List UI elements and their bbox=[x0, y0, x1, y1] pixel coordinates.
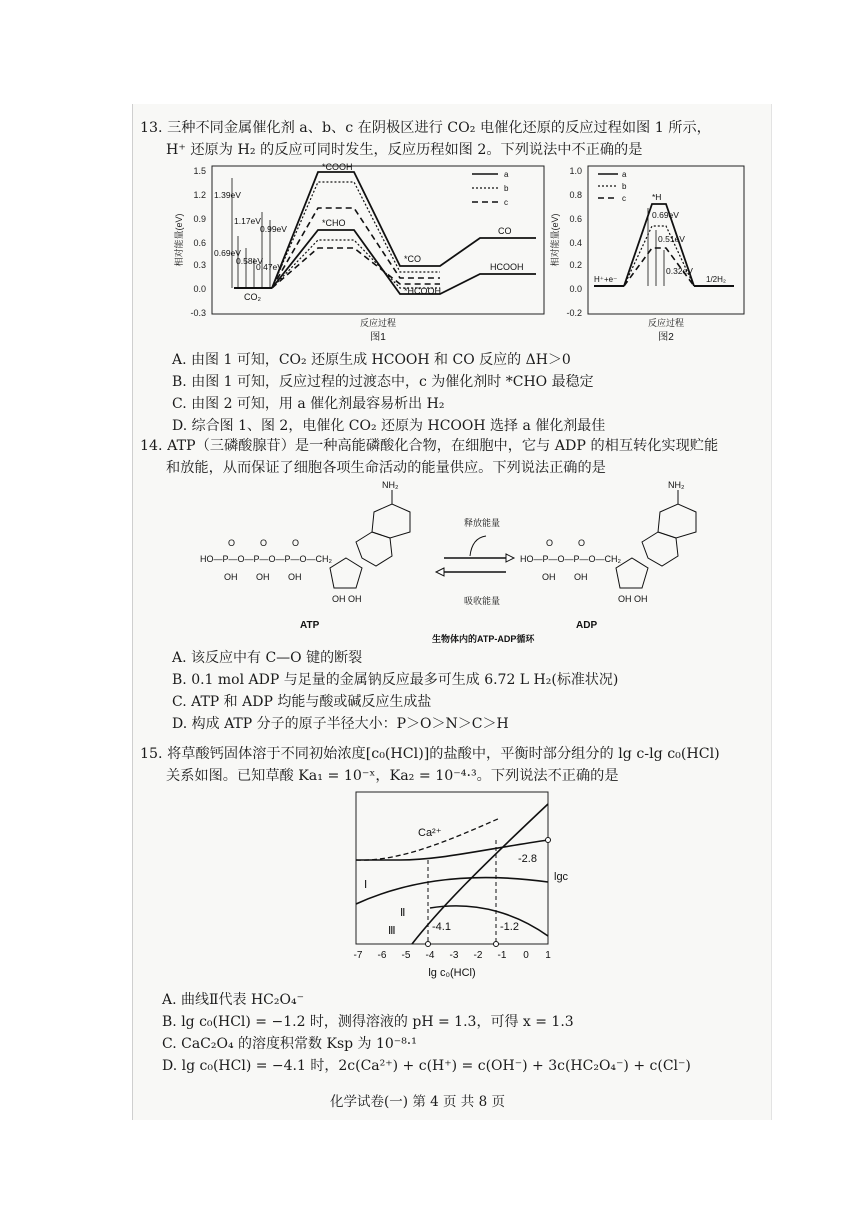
fig1-energy-4: 0.69eV bbox=[214, 248, 241, 258]
svg-text:HO—P—O—P—O—P—O—CH₂: HO—P—O—P—O—P—O—CH₂ bbox=[200, 554, 333, 564]
fig1-ytick: 1.2 bbox=[193, 190, 206, 200]
q15-xtick: -3 bbox=[449, 950, 459, 961]
absorb-energy-label: 吸收能量 bbox=[464, 596, 501, 606]
q13-figure1 bbox=[172, 162, 548, 344]
svg-text:OH: OH bbox=[224, 572, 238, 582]
q15-xlabel: lg c₀(HCl) bbox=[428, 967, 476, 979]
fig1-energy-1: 1.39eV bbox=[214, 190, 241, 200]
fig1-energy-6: 0.47eV bbox=[256, 262, 283, 272]
fig1-caption: 图1 bbox=[370, 332, 386, 343]
fig2-h-label: *H bbox=[652, 192, 662, 202]
svg-text:O: O bbox=[578, 538, 586, 548]
q15-stem-text-1: 将草酸钙固体溶于不同初始浓度[c₀(HCl)]的盐酸中，平衡时部分组分的 lg c-lg c₀(HCl) bbox=[167, 746, 720, 762]
q15-xtick: -6 bbox=[377, 950, 387, 961]
q15-value-label: -2.8 bbox=[518, 853, 537, 865]
q15-ca-label: Ca²⁺ bbox=[418, 827, 442, 839]
fig1-ylabel: 相对能量(eV) bbox=[174, 213, 184, 267]
fig2-legend-b: b bbox=[622, 182, 627, 191]
svg-text:OH OH: OH OH bbox=[332, 594, 362, 604]
q15-curve-III-label: Ⅲ bbox=[388, 925, 396, 937]
q13-option-c: C. 由图 2 可知，用 a 催化剂最容易析出 H₂ bbox=[172, 396, 445, 412]
q15-xtick: -4 bbox=[425, 950, 435, 961]
q13-option-a: A. 由图 1 可知，CO₂ 还原生成 HCOOH 和 CO 反应的 ΔH＞0 bbox=[172, 352, 571, 368]
fig1-legend-a: a bbox=[504, 170, 509, 179]
q15-curve-II-label: Ⅱ bbox=[400, 907, 406, 919]
fig1-hcooh-ads-label: *HCOOH bbox=[404, 286, 442, 296]
svg-text:HO—P—O—P—O—CH₂: HO—P—O—P—O—CH₂ bbox=[520, 554, 621, 564]
svg-text:OH: OH bbox=[256, 572, 270, 582]
fig2-energy-1: 0.69eV bbox=[652, 210, 679, 220]
q15-stem-line1 bbox=[140, 744, 720, 764]
q15-xtick: -5 bbox=[401, 950, 411, 961]
svg-text:O: O bbox=[260, 538, 268, 548]
adp-label: ADP bbox=[576, 620, 598, 631]
svg-text:OH: OH bbox=[542, 572, 556, 582]
q15-number: 15. bbox=[140, 746, 163, 762]
fig2-caption: 图2 bbox=[658, 332, 674, 343]
q13-number: 13. bbox=[140, 120, 163, 136]
release-energy-label: 释放能量 bbox=[464, 518, 501, 528]
fig2-ytick: 0.6 bbox=[569, 214, 582, 224]
svg-text:O: O bbox=[292, 538, 300, 548]
q15-xtick: -1 bbox=[497, 950, 507, 961]
fig1-ytick: -0.3 bbox=[190, 308, 206, 318]
q15-xtick: 0 bbox=[523, 950, 529, 961]
fig2-ytick: 0.2 bbox=[569, 260, 582, 270]
q15-ylabel: lgc bbox=[554, 871, 569, 883]
atp-label: ATP bbox=[300, 620, 320, 631]
fig1-energy-2: 1.17eV bbox=[234, 216, 261, 226]
fig2-end-label: 1/2H₂ bbox=[706, 275, 727, 284]
fig2-energy-3: 0.32eV bbox=[666, 266, 693, 276]
q15-xtick: -2 bbox=[473, 950, 483, 961]
fig1-ytick: 0.9 bbox=[193, 214, 206, 224]
fig1-ytick: 0.3 bbox=[193, 260, 206, 270]
q13-stem-line2: H⁺ 还原为 H₂ 的反应可同时发生，反应历程如图 2。下列说法中不正确的是 bbox=[166, 142, 643, 158]
adp-nh2-label: NH₂ bbox=[668, 480, 685, 490]
svg-text:O: O bbox=[546, 538, 554, 548]
fig1-co-ads-label: *CO bbox=[404, 254, 422, 264]
q14-atp-adp-figure bbox=[196, 478, 736, 646]
fig1-energy-5: 0.58eV bbox=[236, 256, 263, 266]
q13-option-d: D. 综合图 1、图 2，电催化 CO₂ 还原为 HCOOH 选择 a 催化剂最佳 bbox=[172, 418, 606, 434]
fig2-ytick: 0.4 bbox=[569, 238, 582, 248]
fig2-legend-a: a bbox=[622, 170, 627, 179]
q15-value-label: -4.1 bbox=[432, 921, 451, 933]
q15-option-d: D. lg c₀(HCl) = −4.1 时，2c(Ca²⁺) + c(H⁺) = c(OH⁻) + 3c(HC₂O₄⁻) + c(Cl⁻) bbox=[162, 1058, 691, 1074]
q14-stem-line1 bbox=[140, 436, 718, 456]
q15-curve-I-label: Ⅰ bbox=[364, 879, 368, 891]
fig1-energy-3: 0.99eV bbox=[260, 224, 287, 234]
q14-figure-caption: 生物体内的ATP-ADP循环 bbox=[432, 634, 535, 644]
q15-xtick: -7 bbox=[353, 950, 363, 961]
fig1-cho-label: *CHO bbox=[322, 218, 346, 228]
fig1-legend-b: b bbox=[504, 184, 509, 193]
q14-option-c: C. ATP 和 ADP 均能与酸或碱反应生成盐 bbox=[172, 694, 432, 710]
fig2-ytick: 0.0 bbox=[569, 284, 582, 294]
q15-value-label: -1.2 bbox=[500, 921, 519, 933]
q15-option-c: C. CaC₂O₄ 的溶度积常数 Ksp 为 10⁻⁸·¹ bbox=[162, 1036, 417, 1052]
q13-stem-text-1: 三种不同金属催化剂 a、b、c 在阴极区进行 CO₂ 电催化还原的反应过程如图 1 所示， bbox=[167, 120, 711, 136]
fig1-co-label: CO bbox=[498, 226, 512, 236]
q15-stem-line2: 关系如图。已知草酸 Ka₁ = 10⁻ˣ，Ka₂ = 10⁻⁴·³。下列说法不正确的是 bbox=[166, 768, 619, 784]
q14-stem-text-1: ATP（三磷酸腺苷）是一种高能磷酸化合物，在细胞中，它与 ADP 的相互转化实现贮能 bbox=[167, 438, 719, 454]
svg-text:OH OH: OH OH bbox=[618, 594, 648, 604]
fig2-ylabel: 相对能量(eV) bbox=[550, 213, 560, 267]
fig2-legend-c: c bbox=[622, 194, 626, 203]
fig2-ytick: 0.8 bbox=[569, 190, 582, 200]
fig1-legend-c: c bbox=[504, 198, 508, 207]
q14-option-d: D. 构成 ATP 分子的原子半径大小：P＞O＞N＞C＞H bbox=[172, 716, 509, 732]
fig1-ytick: 0.6 bbox=[193, 238, 206, 248]
fig1-ytick: 1.5 bbox=[193, 166, 206, 176]
fig2-ytick: 1.0 bbox=[569, 166, 582, 176]
fig1-co2-label: CO₂ bbox=[244, 292, 261, 302]
svg-text:OH: OH bbox=[288, 572, 302, 582]
svg-text:O: O bbox=[228, 538, 236, 548]
svg-text:OH: OH bbox=[574, 572, 588, 582]
fig1-ytick: 0.0 bbox=[193, 284, 206, 294]
fig2-start-label: H⁺+e⁻ bbox=[594, 275, 618, 284]
fig2-ytick: -0.2 bbox=[566, 308, 582, 318]
q15-option-b: B. lg c₀(HCl) = −1.2 时，测得溶液的 pH = 1.3，可得 x = 1.3 bbox=[162, 1014, 574, 1030]
fig1-xlabel: 反应过程 bbox=[359, 318, 397, 328]
fig1-cooh-label: *COOH bbox=[322, 162, 353, 172]
q15-option-a: A. 曲线Ⅱ代表 HC₂O₄⁻ bbox=[162, 992, 304, 1008]
page-footer: 化学试卷(一) 第 4 页 共 8 页 bbox=[330, 1094, 505, 1110]
fig2-xlabel: 反应过程 bbox=[647, 318, 685, 328]
q13-figure2 bbox=[548, 162, 748, 344]
q14-number: 14. bbox=[140, 438, 163, 454]
q13-stem-line1 bbox=[140, 118, 711, 138]
q15-chart bbox=[340, 788, 580, 984]
atp-nh2-label: NH₂ bbox=[382, 480, 399, 490]
fig1-hcooh-label: HCOOH bbox=[490, 262, 524, 272]
q15-xtick: 1 bbox=[545, 950, 551, 961]
q14-stem-line2: 和放能，从而保证了细胞各项生命活动的能量供应。下列说法正确的是 bbox=[166, 460, 606, 476]
fig2-energy-2: 0.51eV bbox=[658, 234, 685, 244]
q13-option-b: B. 由图 1 可知，反应过程的过渡态中，c 为催化剂时 *CHO 最稳定 bbox=[172, 374, 594, 390]
q14-option-a: A. 该反应中有 C—O 键的断裂 bbox=[172, 650, 363, 666]
q14-option-b: B. 0.1 mol ADP 与足量的金属钠反应最多可生成 6.72 L H₂(标准状况) bbox=[172, 672, 619, 688]
